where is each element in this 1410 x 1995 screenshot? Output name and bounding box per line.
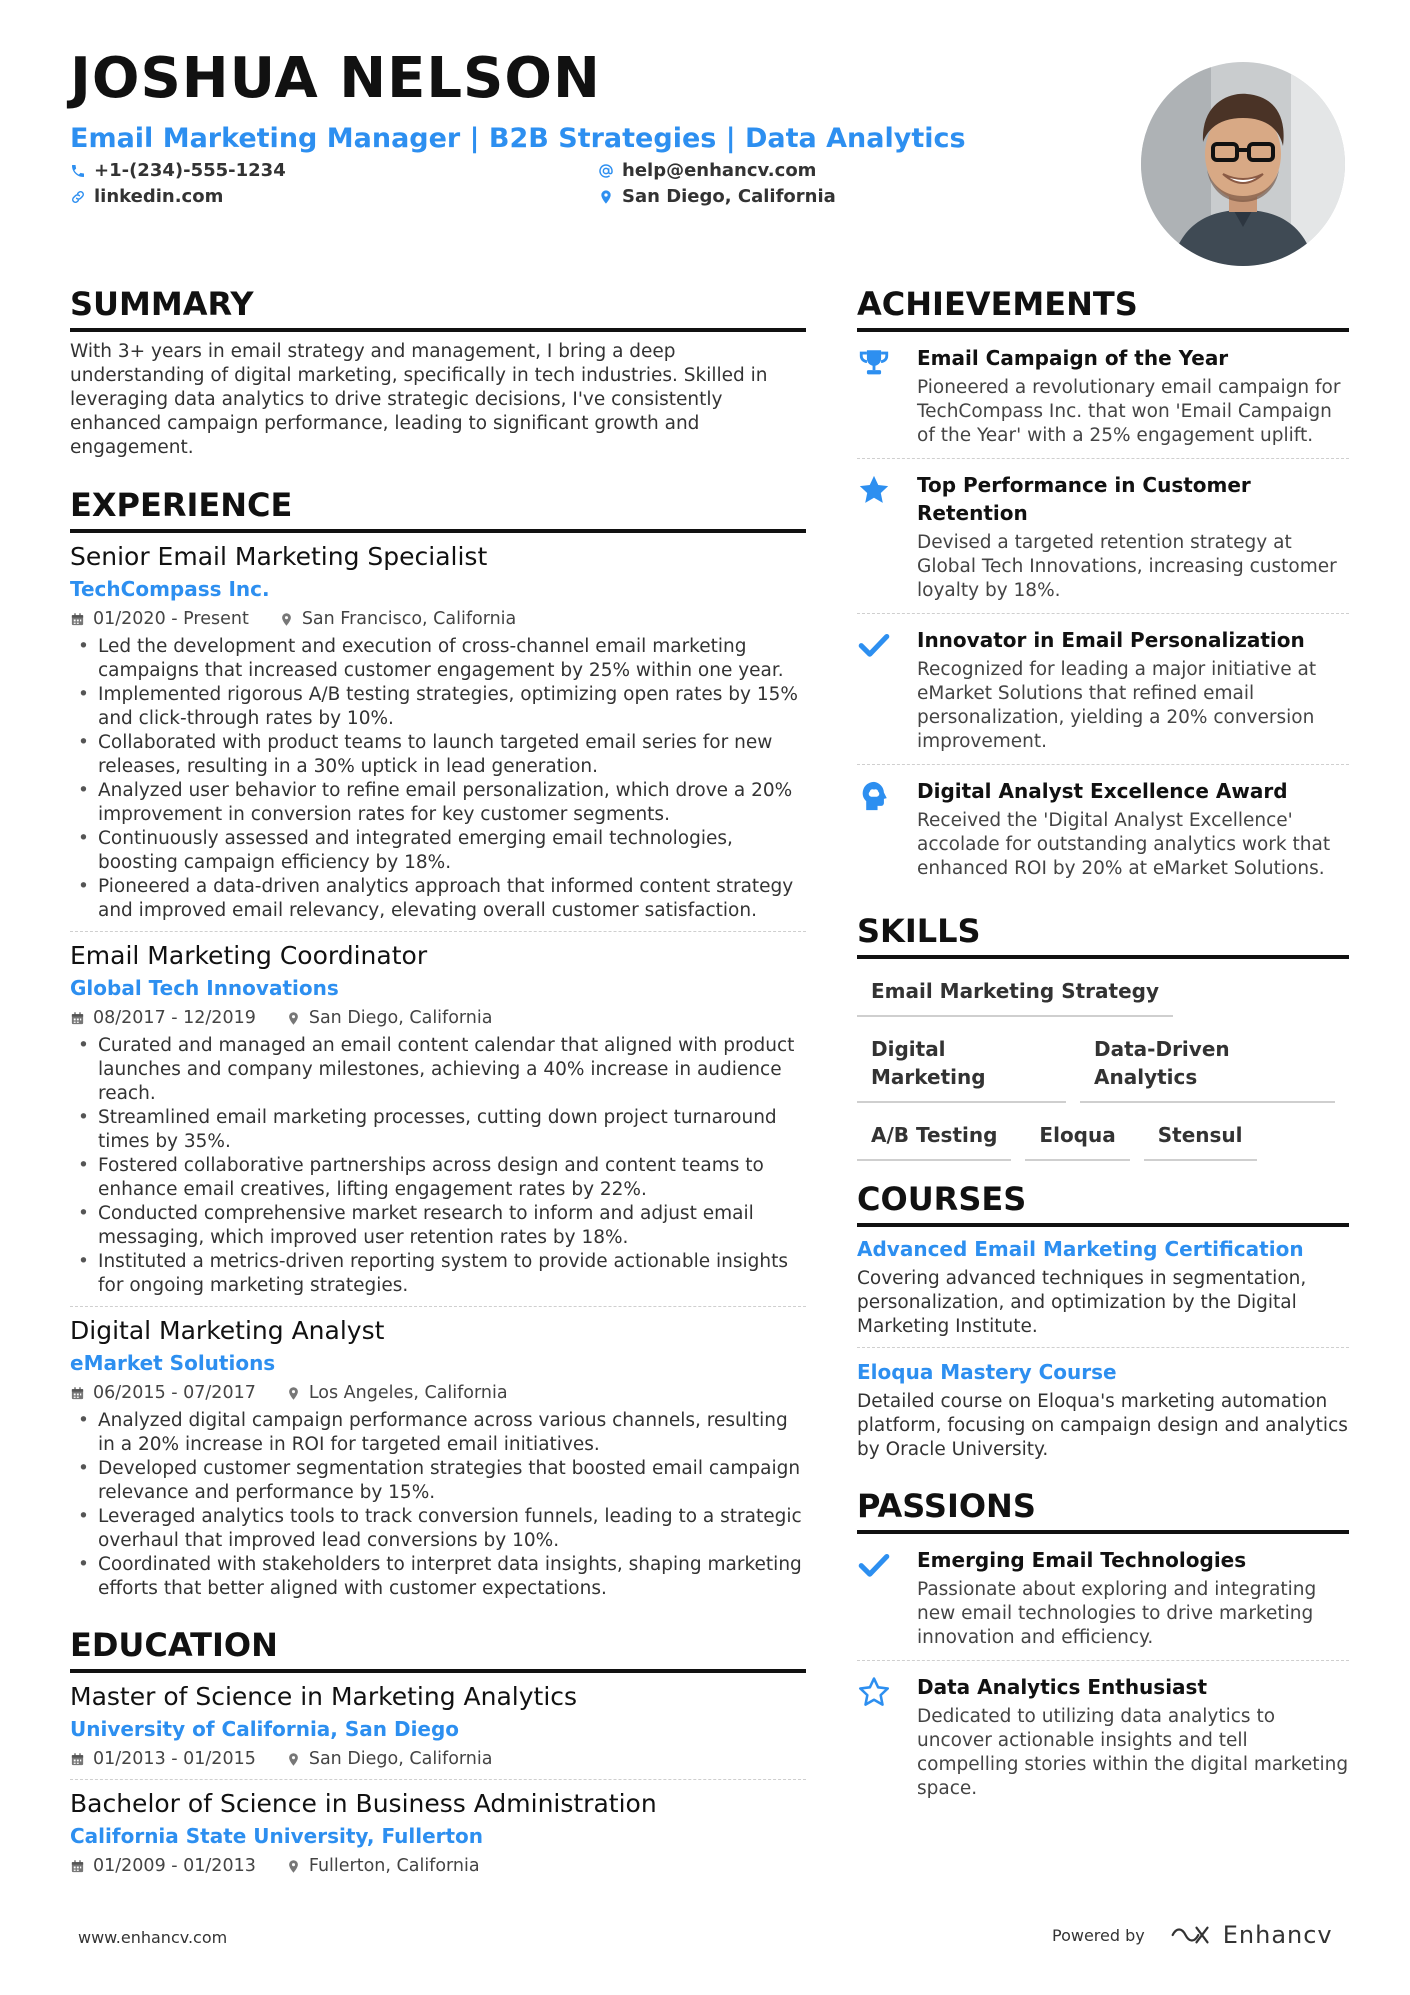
summary-text: With 3+ years in email strategy and management, I bring a deep understanding of digital marketing, specifically in tech industries. Skilled in leveraging data analytics to drive strategic decisions, I've consistently enhanced campaign performance, leading to significant growth and engagement.: [70, 341, 768, 458]
linkedin-text[interactable]: linkedin.com: [94, 186, 224, 207]
passion-title: Emerging Email Technologies: [917, 1548, 1247, 1572]
achievement-item: [857, 459, 1349, 613]
bullet-item: • Led the development and execution of cross-channel email marketing campaigns that increased customer engagement by 25% within one year.: [70, 635, 806, 683]
skill-tag: Data-Driven Analytics: [1080, 1029, 1335, 1103]
job-meta: [70, 1006, 806, 1030]
at-icon: [598, 163, 614, 179]
bullet-item: • Streamlined email marketing processes, cutting down project turnaround times by 35%.: [70, 1106, 806, 1154]
profile-photo: [1141, 62, 1345, 266]
job-company: TechCompass Inc.: [70, 577, 270, 601]
bullet-item: • Continuously assessed and integrated emerging email technologies, boosting campaign efficiency by 18%.: [70, 827, 806, 875]
enhancv-logo[interactable]: [1169, 1921, 1333, 1949]
enhancv-logo-icon: [1169, 1924, 1213, 1946]
education-entry: [70, 1788, 806, 1878]
skill-tag: A/B Testing: [857, 1115, 1011, 1161]
school-name: University of California, San Diego: [70, 1717, 460, 1741]
bullet-item: • Coordinated with stakeholders to interpret data insights, shaping marketing efforts that better aligned with customer expectations.: [70, 1553, 806, 1601]
star-outline-icon: [857, 1675, 891, 1709]
bullet-item: • Developed customer segmentation strategies that boosted email campaign relevance and performance by 15%.: [70, 1457, 806, 1505]
skill-tag: Eloqua: [1025, 1115, 1129, 1161]
location-pin-icon: [286, 1011, 301, 1026]
location-pin-icon: [598, 189, 614, 205]
job-company: eMarket Solutions: [70, 1351, 276, 1375]
job-location: Los Angeles, California: [308, 1383, 508, 1403]
education-location: San Diego, California: [308, 1749, 493, 1769]
job-bullets: [70, 1034, 806, 1298]
education-entry: [70, 1681, 806, 1780]
achievement-item: [857, 614, 1349, 764]
job-bullets: [70, 1409, 806, 1601]
bullet-item: • Leveraged analytics tools to track conversion funnels, leading to a strategic overhaul that improved lead conversions by 10%.: [70, 1505, 806, 1553]
degree-title: Master of Science in Marketing Analytics: [70, 1682, 578, 1711]
job-title: Senior Email Marketing Specialist: [70, 542, 488, 571]
footer-brand: [1052, 1921, 1333, 1949]
location-pin-icon: [286, 1752, 301, 1767]
course-desc: Covering advanced techniques in segmentation, personalization, and optimization by the Digital Marketing Institute.: [857, 1268, 1307, 1337]
course-title: Eloqua Mastery Course: [857, 1360, 1117, 1384]
link-icon: [70, 189, 86, 205]
degree-title: Bachelor of Science in Business Administration: [70, 1789, 657, 1818]
head-brain-icon: [857, 779, 891, 813]
achievement-item: [857, 765, 1349, 891]
bullet-item: • Analyzed digital campaign performance across various channels, resulting in a 20% increase in ROI for targeted email initiatives.: [70, 1409, 806, 1457]
location-pin-icon: [286, 1386, 301, 1401]
job-dates: 01/2020 - Present: [93, 609, 249, 629]
achievement-desc: Devised a targeted retention strategy at Global Tech Innovations, increasing customer loyalty by 18%.: [917, 532, 1337, 601]
education-meta: [70, 1747, 806, 1771]
course-item: [857, 1235, 1349, 1339]
passions-title: PASSIONS: [857, 1486, 1349, 1534]
email-text[interactable]: help@enhancv.com: [622, 160, 817, 181]
achievements-title: ACHIEVEMENTS: [857, 284, 1349, 332]
skill-tag: Digital Marketing: [857, 1029, 1066, 1103]
phone-text: +1-(234)-555-1234: [94, 160, 286, 181]
calendar-icon: [70, 612, 85, 627]
bullet-item: • Implemented rigorous A/B testing strategies, optimizing open rates by 15% and click-through rates by 10%.: [70, 683, 806, 731]
candidate-name: JOSHUA NELSON: [70, 46, 601, 111]
divider: [70, 1306, 806, 1307]
bullet-item: • Curated and managed an email content calendar that aligned with product launches and company milestones, achieving a 40% increase in audience reach.: [70, 1034, 806, 1106]
location-text: San Diego, California: [622, 186, 836, 207]
experience-title: EXPERIENCE: [70, 485, 806, 533]
job-meta: [70, 607, 806, 631]
divider: [70, 1779, 806, 1780]
course-desc: Detailed course on Eloqua's marketing automation platform, focusing on campaign design and analytics by Oracle University.: [857, 1391, 1348, 1460]
job-entry: [70, 940, 806, 1307]
achievement-title: Digital Analyst Excellence Award: [917, 779, 1288, 803]
email-contact[interactable]: [598, 160, 816, 181]
calendar-icon: [70, 1859, 85, 1874]
star-icon: [857, 473, 891, 507]
achievement-item: [857, 332, 1349, 458]
job-dates: 06/2015 - 07/2017: [93, 1383, 256, 1403]
achievement-title: Email Campaign of the Year: [917, 346, 1229, 370]
skill-tag: Stensul: [1144, 1115, 1257, 1161]
summary-title: SUMMARY: [70, 284, 806, 332]
footer-website[interactable]: www.enhancv.com: [78, 1928, 228, 1947]
courses-title: COURSES: [857, 1179, 1349, 1227]
phone-contact: [70, 160, 286, 181]
headline: Email Marketing Manager | B2B Strategies | Data Analytics: [70, 123, 966, 154]
job-company: Global Tech Innovations: [70, 976, 339, 1000]
bullet-item: • Fostered collaborative partnerships across design and content teams to enhance email creatives, lifting engagement rates by 22%.: [70, 1154, 806, 1202]
skill-tag: Email Marketing Strategy: [857, 971, 1173, 1017]
check-icon: [857, 628, 891, 662]
trophy-icon: [857, 346, 891, 380]
skills-title: SKILLS: [857, 911, 1349, 959]
education-dates: 01/2009 - 01/2013: [93, 1856, 256, 1876]
location-contact: [598, 186, 836, 207]
divider: [857, 1347, 1349, 1348]
achievement-title: Top Performance in Customer Retention: [917, 473, 1251, 525]
check-icon: [857, 1548, 891, 1582]
job-dates: 08/2017 - 12/2019: [93, 1008, 256, 1028]
phone-icon: [70, 163, 86, 179]
bullet-item: • Collaborated with product teams to launch targeted email series for new releases, resulting in a 30% uptick in lead generation.: [70, 731, 806, 779]
job-title: Digital Marketing Analyst: [70, 1316, 385, 1345]
passion-item: [857, 1661, 1349, 1811]
course-item: [857, 1358, 1349, 1462]
bullet-item: • Pioneered a data-driven analytics approach that informed content strategy and improved email relevancy, elevating overall customer satisfaction.: [70, 875, 806, 923]
location-pin-icon: [286, 1859, 301, 1874]
bullet-item: • Instituted a metrics-driven reporting system to provide actionable insights for ongoing marketing strategies.: [70, 1250, 806, 1298]
job-entry: [70, 541, 806, 932]
powered-by-text: Powered by: [1052, 1925, 1145, 1945]
job-location: San Francisco, California: [301, 609, 517, 629]
calendar-icon: [70, 1386, 85, 1401]
job-title: Email Marketing Coordinator: [70, 941, 428, 970]
location-pin-icon: [279, 612, 294, 627]
education-title: EDUCATION: [70, 1625, 806, 1673]
left-column: [70, 284, 806, 1878]
school-name: California State University, Fullerton: [70, 1824, 484, 1848]
passion-desc: Passionate about exploring and integrating new email technologies to drive marketing innovation and efficiency.: [917, 1579, 1317, 1648]
achievement-desc: Pioneered a revolutionary email campaign for TechCompass Inc. that won 'Email Campaign of the Year' with a 25% engagement uplift.: [917, 377, 1341, 446]
job-meta: [70, 1381, 806, 1405]
calendar-icon: [70, 1011, 85, 1026]
passion-item: [857, 1534, 1349, 1660]
passion-title: Data Analytics Enthusiast: [917, 1675, 1208, 1699]
bullet-item: • Conducted comprehensive market research to inform and adjust email messaging, which improved user retention rates by 18%.: [70, 1202, 806, 1250]
course-title: Advanced Email Marketing Certification: [857, 1237, 1304, 1261]
achievement-desc: Received the 'Digital Analyst Excellence' accolade for outstanding analytics work that enhanced ROI by 20% at eMarket Solutions.: [917, 810, 1331, 879]
right-column: [857, 284, 1349, 1811]
job-location: San Diego, California: [308, 1008, 493, 1028]
linkedin-contact[interactable]: [70, 186, 223, 207]
achievement-desc: Recognized for leading a major initiative at eMarket Solutions that refined email personalization, yielding a 20% conversion improvement.: [917, 659, 1317, 752]
bullet-item: • Analyzed user behavior to refine email personalization, which drove a 20% improvement in conversion rates for key customer segments.: [70, 779, 806, 827]
divider: [70, 931, 806, 932]
calendar-icon: [70, 1752, 85, 1767]
job-entry: [70, 1315, 806, 1601]
job-bullets: [70, 635, 806, 923]
achievement-title: Innovator in Email Personalization: [917, 628, 1305, 652]
education-dates: 01/2013 - 01/2015: [93, 1749, 256, 1769]
education-meta: [70, 1854, 806, 1878]
skills-list: [857, 971, 1349, 1161]
passion-desc: Dedicated to utilizing data analytics to uncover actionable insights and tell compelling stories within the digital marketing space.: [917, 1706, 1349, 1799]
education-location: Fullerton, California: [308, 1856, 480, 1876]
brand-name: Enhancv: [1222, 1921, 1333, 1949]
